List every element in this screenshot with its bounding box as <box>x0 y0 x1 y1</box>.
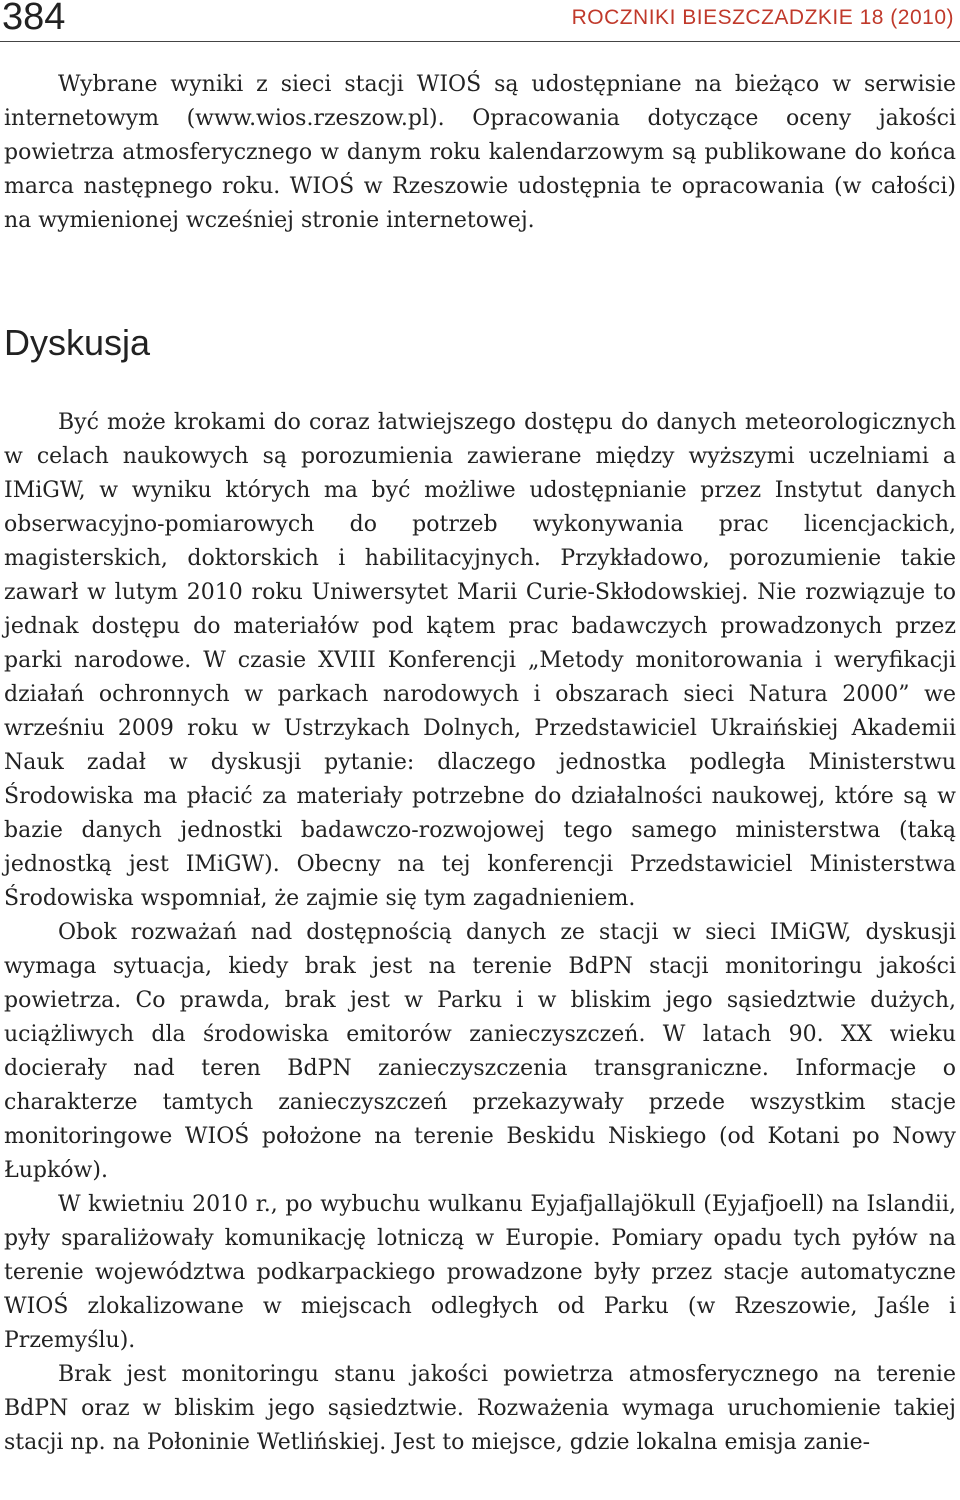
page-number: 384 <box>2 0 66 38</box>
section-body <box>4 406 956 1460</box>
paragraph: Obok rozważań nad dostępnością danych ze stacji w sieci IMiGW, dyskusji wymaga sytuacja, kiedy brak jest na terenie BdPN stacji monitoringu jakości powietrza. Co prawda, brak jest w Parku i w bliskim jego sąsiedztwie dużych, uciążliwych dla środowiska emitorów zanieczyszczeń. W latach 90. XX wieku docierały nad teren BdPN zanieczyszczenia transgraniczne. Informacje o charakterze tamtych zanieczyszczeń przekazywały przede wszystkim stacje monitoringowe WIOŚ położone na terenie Beskidu Niskiego (od Kotani po Nowy Łupków). <box>4 920 956 1183</box>
paragraph: Być może krokami do coraz łatwiejszego dostępu do danych meteorologicznych w celach naukowych są porozumienia zawierane między wyższymi uczelniami a IMiGW, w wyniku których ma być możliwe udostępnianie przez Instytut danych obserwacyjno-pomiarowych do potrzeb wykonywania prac licencjackich, magisterskich, doktorskich i habilitacyjnych. Przykładowo, porozumienie takie zawarł w lutym 2010 roku Uniwersytet Marii Curie-Skłodowskiej. Nie rozwiązuje to jednak dostępu do materiałów pod kątem prac badawczych prowadzonych przez parki narodowe. W czasie XVIII Konferencji „Metody monitorowania i weryfikacji działań ochronnych w parkach narodowych i obszarach sieci Natura 2000” we wrześniu 2009 roku w Ustrzykach Dolnych, Przedstawiciel Ukraińskiej Akademii Nauk zadał w dyskusji pytanie: dlaczego jednostka podległa Ministerstwu Środowiska ma płacić za materiały potrzebne do działalności naukowej, które są w bazie danych jednostki badawczo-rozwojowej tego samego ministerstwa (taką jednostką jest IMiGW). Obecny na tej konferencji Przedstawiciel Ministerstwa Środowiska wspomniał, że zajmie się tym zagadnieniem. <box>4 410 956 911</box>
section-heading: Dyskusja <box>4 322 151 363</box>
running-title: ROCZNIKI BIESZCZADZKIE 18 (2010) <box>571 6 954 29</box>
header-divider <box>0 41 960 42</box>
paragraph: Brak jest monitoringu stanu jakości powietrza atmosferycznego na terenie BdPN oraz w bliskim jego sąsiedztwie. Rozważenia wymaga uruchomienie takiej stacji np. na Połoninie Wetlińskiej. Jest to miejsce, gdzie lokalna emisja zanie- <box>4 1362 956 1455</box>
intro-block <box>4 68 956 238</box>
intro-paragraph: Wybrane wyniki z sieci stacji WIOŚ są udostępniane na bieżąco w serwisie internetowym (www.wios.rzeszow.pl). Opracowania dotyczące oceny jakości powietrza atmosferycznego w danym roku kalendarzowym są publikowane do końca marca następnego roku. WIOŚ w Rzeszowie udostępnia te opracowania (w całości) na wymienionej wcześniej stronie internetowej. <box>4 72 956 233</box>
paragraph: W kwietniu 2010 r., po wybuchu wulkanu Eyjafjallajökull (Eyjafjoell) na Islandii, pyły sparaliżowały komunikację lotniczą w Europie. Pomiary opadu tych pyłów na terenie województwa podkarpackiego prowadzone były przez stacje automatyczne WIOŚ zlokalizowane w miejscach odległych od Parku (w Rzeszowie, Jaśle i Przemyślu). <box>4 1192 956 1353</box>
